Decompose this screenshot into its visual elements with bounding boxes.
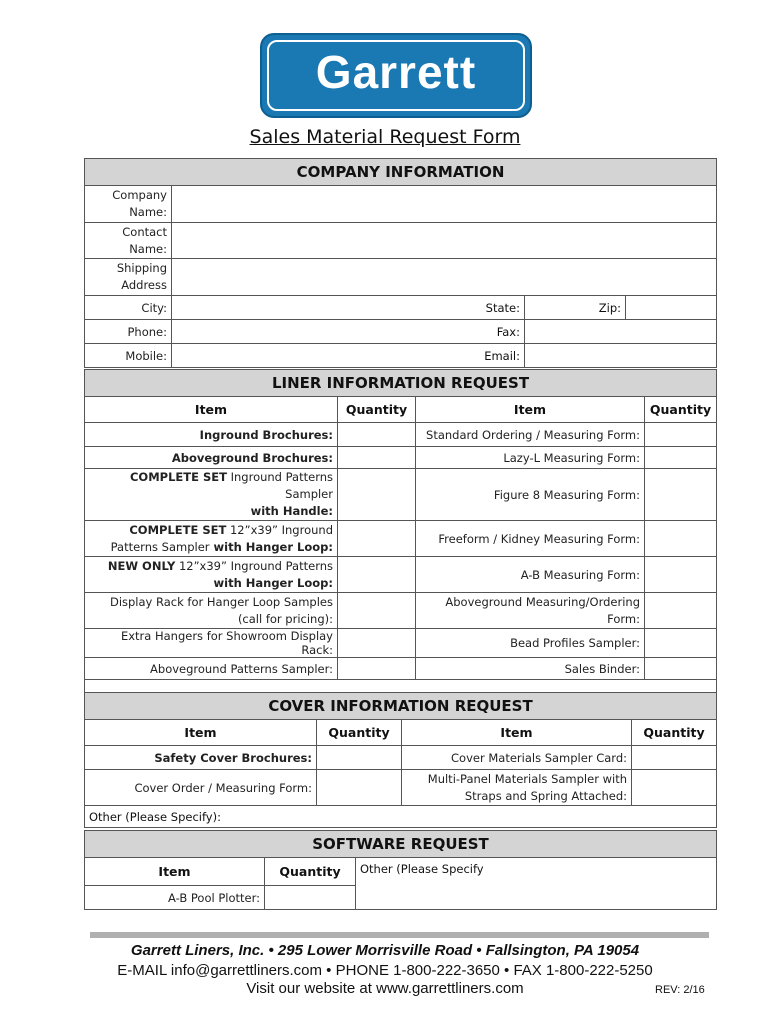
footer-divider — [90, 932, 709, 938]
cover-col-quantity-right: Quantity — [632, 720, 717, 746]
lazy-l-label: Lazy-L Measuring Form: — [416, 447, 645, 469]
aboveground-brochures-label: Aboveground Brochures: — [85, 447, 338, 469]
multi-panel-sampler-qty[interactable] — [632, 770, 717, 806]
contact-name-field[interactable] — [172, 223, 717, 259]
multi-panel-sampler-label: Multi-Panel Materials Sampler with Straps and Spring Attached: — [402, 770, 632, 806]
cover-other-label: Other (Please Specify): — [89, 809, 221, 824]
sales-binder-label: Sales Binder: — [416, 658, 645, 680]
cover-section-title: COVER INFORMATION REQUEST — [85, 693, 717, 720]
form-title: Sales Material Request Form — [249, 126, 521, 148]
complete-set-sampler-qty[interactable] — [338, 469, 416, 521]
aboveground-patterns-qty[interactable] — [338, 658, 416, 680]
zip-field[interactable] — [626, 296, 717, 320]
safety-cover-brochures-label: Safety Cover Brochures: — [85, 746, 317, 770]
ab-pool-plotter-qty[interactable] — [265, 886, 356, 910]
extra-hangers-label: Extra Hangers for Showroom Display Rack: — [85, 629, 338, 658]
fax-field[interactable] — [525, 320, 717, 344]
inground-brochures-label: Inground Brochures: — [85, 423, 338, 447]
liner-col-item-left: Item — [85, 397, 338, 423]
standard-ordering-label: Standard Ordering / Measuring Form: — [416, 423, 645, 447]
aboveground-measuring-qty[interactable] — [645, 593, 717, 629]
cover-other-field[interactable] — [85, 806, 717, 828]
liner-info-table — [84, 369, 717, 717]
shipping-address-label: Shipping Address — [85, 259, 172, 296]
company-section-title: COMPANY INFORMATION — [85, 159, 717, 186]
ab-pool-plotter-label: A-B Pool Plotter: — [85, 886, 265, 910]
bead-profiles-qty[interactable] — [645, 629, 717, 658]
contact-name-label: Contact Name: — [85, 223, 172, 259]
city-label: City: — [85, 296, 172, 320]
standard-ordering-qty[interactable] — [645, 423, 717, 447]
mobile-label: Mobile: — [85, 344, 172, 368]
footer-website: Visit our website at www.garrettliners.com — [246, 980, 524, 997]
software-section-title: SOFTWARE REQUEST — [85, 831, 717, 858]
liner-col-item-right: Item — [416, 397, 645, 423]
software-col-quantity: Quantity — [265, 858, 356, 886]
extra-hangers-qty[interactable] — [338, 629, 416, 658]
liner-col-quantity-right: Quantity — [645, 397, 717, 423]
a-b-measuring-label: A-B Measuring Form: — [416, 557, 645, 593]
company-name-field[interactable] — [172, 186, 717, 223]
complete-set-sampler-label: COMPLETE SET Inground Patterns Sampler with Handle: — [85, 469, 338, 521]
cover-col-item-right: Item — [402, 720, 632, 746]
garrett-logo — [260, 33, 532, 118]
company-info-table — [84, 158, 717, 368]
safety-cover-brochures-qty[interactable] — [317, 746, 402, 770]
email-field[interactable] — [525, 344, 717, 368]
software-other-field[interactable] — [356, 858, 717, 910]
a-b-measuring-qty[interactable] — [645, 557, 717, 593]
cover-order-form-label: Cover Order / Measuring Form: — [85, 770, 317, 806]
software-request-table — [84, 830, 717, 910]
aboveground-brochures-qty[interactable] — [338, 447, 416, 469]
city-field[interactable] — [172, 296, 525, 320]
aboveground-patterns-label: Aboveground Patterns Sampler: — [85, 658, 338, 680]
footer-contact: E-MAIL info@garrettliners.com • PHONE 1-800-222-3650 • FAX 1-800-222-5250 — [117, 962, 653, 979]
display-rack-label: Display Rack for Hanger Loop Samples (call for pricing): — [85, 593, 338, 629]
email-label: Email: — [484, 348, 520, 363]
revision-label: REV: 2/16 — [655, 984, 705, 996]
company-name-label: Company Name: — [85, 186, 172, 223]
state-label: State: — [485, 300, 520, 315]
lazy-l-qty[interactable] — [645, 447, 717, 469]
complete-set-12x39-qty[interactable] — [338, 521, 416, 557]
freeform-kidney-qty[interactable] — [645, 521, 717, 557]
aboveground-measuring-label: Aboveground Measuring/Ordering Form: — [416, 593, 645, 629]
new-only-12x39-label: NEW ONLY 12”x39” Inground Patterns with Hanger Loop: — [85, 557, 338, 593]
cover-col-quantity-left: Quantity — [317, 720, 402, 746]
logo-text: Garrett — [315, 46, 477, 98]
phone-label: Phone: — [85, 320, 172, 344]
display-rack-qty[interactable] — [338, 593, 416, 629]
software-col-item: Item — [85, 858, 265, 886]
cover-materials-card-label: Cover Materials Sampler Card: — [402, 746, 632, 770]
state-field[interactable] — [525, 296, 626, 320]
cover-order-form-qty[interactable] — [317, 770, 402, 806]
footer-address: Garrett Liners, Inc. • 295 Lower Morrisville Road • Fallsington, PA 19054 — [130, 942, 640, 959]
cover-col-item-left: Item — [85, 720, 317, 746]
liner-col-quantity-left: Quantity — [338, 397, 416, 423]
bead-profiles-label: Bead Profiles Sampler: — [416, 629, 645, 658]
phone-field[interactable] — [172, 320, 525, 344]
freeform-kidney-label: Freeform / Kidney Measuring Form: — [416, 521, 645, 557]
fax-label: Fax: — [496, 324, 520, 339]
shipping-address-field[interactable] — [172, 259, 717, 296]
cover-materials-card-qty[interactable] — [632, 746, 717, 770]
liner-section-title: LINER INFORMATION REQUEST — [85, 370, 717, 397]
zip-label: Zip: — [598, 300, 621, 315]
figure-8-label: Figure 8 Measuring Form: — [416, 469, 645, 521]
cover-info-table — [84, 692, 717, 828]
complete-set-12x39-label: COMPLETE SET 12”x39” Inground Patterns Sampler with Hanger Loop: — [85, 521, 338, 557]
software-other-label: Other (Please Specify — [360, 862, 484, 876]
new-only-12x39-qty[interactable] — [338, 557, 416, 593]
inground-brochures-qty[interactable] — [338, 423, 416, 447]
figure-8-qty[interactable] — [645, 469, 717, 521]
sales-binder-qty[interactable] — [645, 658, 717, 680]
mobile-field[interactable] — [172, 344, 525, 368]
